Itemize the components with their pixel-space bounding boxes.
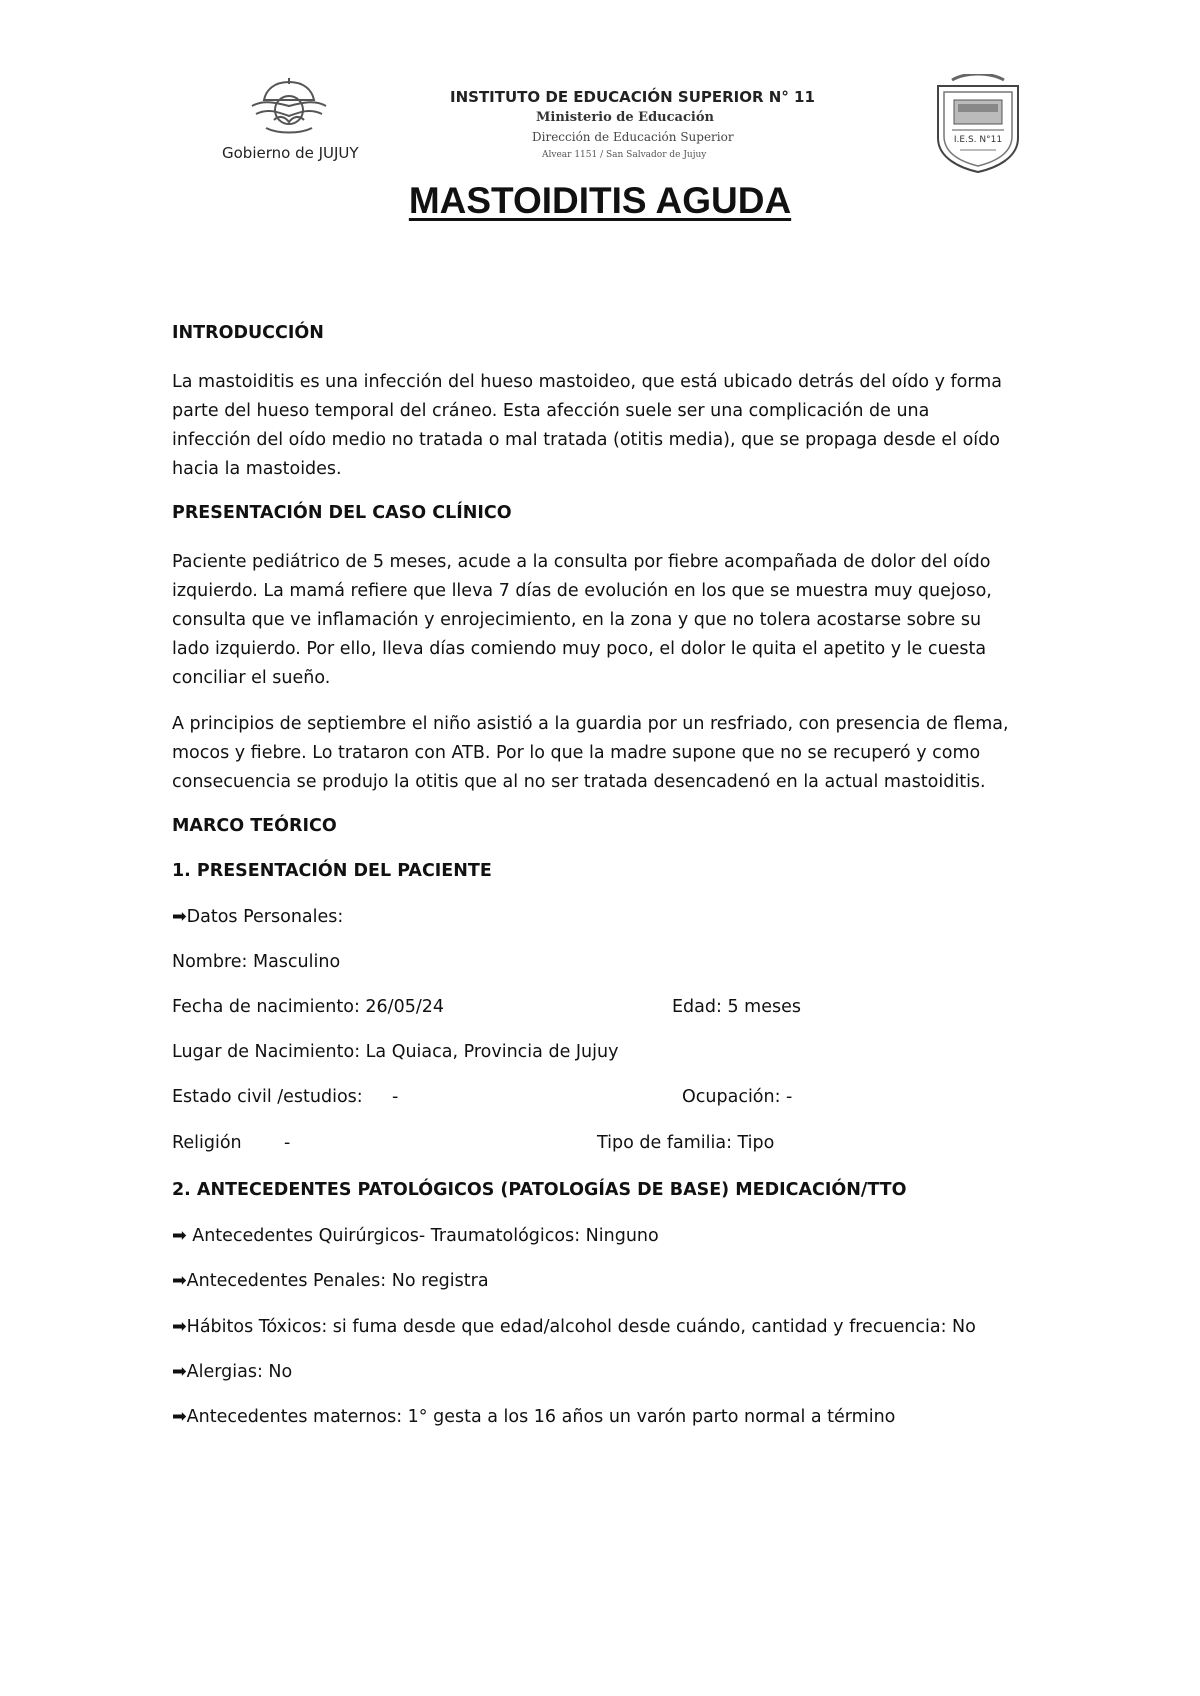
case-line: izquierdo. La mamá refiere que lleva 7 días de evolución en los que se muestra muy quejoso, <box>172 581 992 601</box>
government-label: Gobierno de JUJUY <box>222 144 359 162</box>
case-heading: PRESENTACIÓN DEL CASO CLÍNICO <box>172 503 512 523</box>
case-line: consecuencia se produjo la otitis que al no ser tratada desencadenó en la actual mastoiditis. <box>172 772 986 792</box>
case-line: mocos y fiebre. Lo trataron con ATB. Por lo que la madre supone que no se recuperó y como <box>172 743 981 763</box>
personal-data-label: ➡Datos Personales: <box>172 907 344 927</box>
age-field: Edad: 5 meses <box>672 997 801 1017</box>
civil-status-field: Estado civil /estudios: <box>172 1087 363 1107</box>
case-line: lado izquierdo. Por ello, lleva días comiendo muy poco, el dolor le quita el apetito y le cuesta <box>172 639 987 659</box>
religion-value: - <box>284 1133 291 1153</box>
intro-line: La mastoiditis es una infección del hueso mastoideo, que está ubicado detrás del oído y forma <box>172 372 1003 392</box>
institution-name: INSTITUTO DE EDUCACIÓN SUPERIOR N° 11 <box>450 88 815 106</box>
history-item: ➡Alergias: No <box>172 1362 293 1382</box>
institution-address: Alvear 1151 / San Salvador de Jujuy <box>542 150 707 160</box>
intro-heading: INTRODUCCIÓN <box>172 323 324 343</box>
ies-11-seal <box>932 74 1024 174</box>
case-line: consulta que ve inflamación y enrojecimiento, en la zona y que no tolera acostarse sobre su <box>172 610 982 630</box>
intro-line: hacia la mastoides. <box>172 459 342 479</box>
case-line: Paciente pediátrico de 5 meses, acude a la consulta por fiebre acompañada de dolor del oído <box>172 552 991 572</box>
ministry-name: Ministerio de Educación <box>536 110 714 125</box>
jujuy-emblem-icon <box>244 76 334 142</box>
direction-name: Dirección de Educación Superior <box>532 130 734 144</box>
occupation-field: Ocupación: - <box>682 1087 793 1107</box>
family-type-field: Tipo de familia: Tipo <box>597 1133 775 1153</box>
letterhead <box>0 0 1200 190</box>
intro-line: infección del oído medio no tratada o mal tratada (otitis media), que se propaga desde el oído <box>172 430 1000 450</box>
history-item: ➡Hábitos Tóxicos: si fuma desde que edad/alcohol desde cuándo, cantidad y frecuencia: No <box>172 1317 976 1337</box>
case-line: A principios de septiembre el niño asistió a la guardia por un resfriado, con presencia de flema, <box>172 714 1009 734</box>
birth-date-field: Fecha de nacimiento: 26/05/24 <box>172 997 445 1017</box>
document-title: MASTOIDITIS AGUDA <box>408 180 792 221</box>
section1-heading: 1. PRESENTACIÓN DEL PACIENTE <box>172 861 492 881</box>
history-item: ➡ Antecedentes Quirúrgicos- Traumatológicos: Ninguno <box>172 1226 659 1246</box>
case-line: conciliar el sueño. <box>172 668 331 688</box>
name-field: Nombre: Masculino <box>172 952 341 972</box>
religion-field: Religión <box>172 1133 242 1153</box>
civil-status-value: - <box>392 1087 399 1107</box>
history-item: ➡Antecedentes Penales: No registra <box>172 1271 489 1291</box>
svg-text:I.E.S. N°11: I.E.S. N°11 <box>953 135 1003 145</box>
theory-heading: MARCO TEÓRICO <box>172 816 337 836</box>
intro-line: parte del hueso temporal del cráneo. Esta afección suele ser una complicación de una <box>172 401 930 421</box>
history-item: ➡Antecedentes maternos: 1° gesta a los 16 años un varón parto normal a término <box>172 1407 896 1427</box>
shield-seal-icon <box>932 74 1024 174</box>
section2-heading: 2. ANTECEDENTES PATOLÓGICOS (PATOLOGÍAS DE BASE) MEDICACIÓN/TTO <box>172 1180 907 1200</box>
birthplace-field: Lugar de Nacimiento: La Quiaca, Provincia de Jujuy <box>172 1042 619 1062</box>
